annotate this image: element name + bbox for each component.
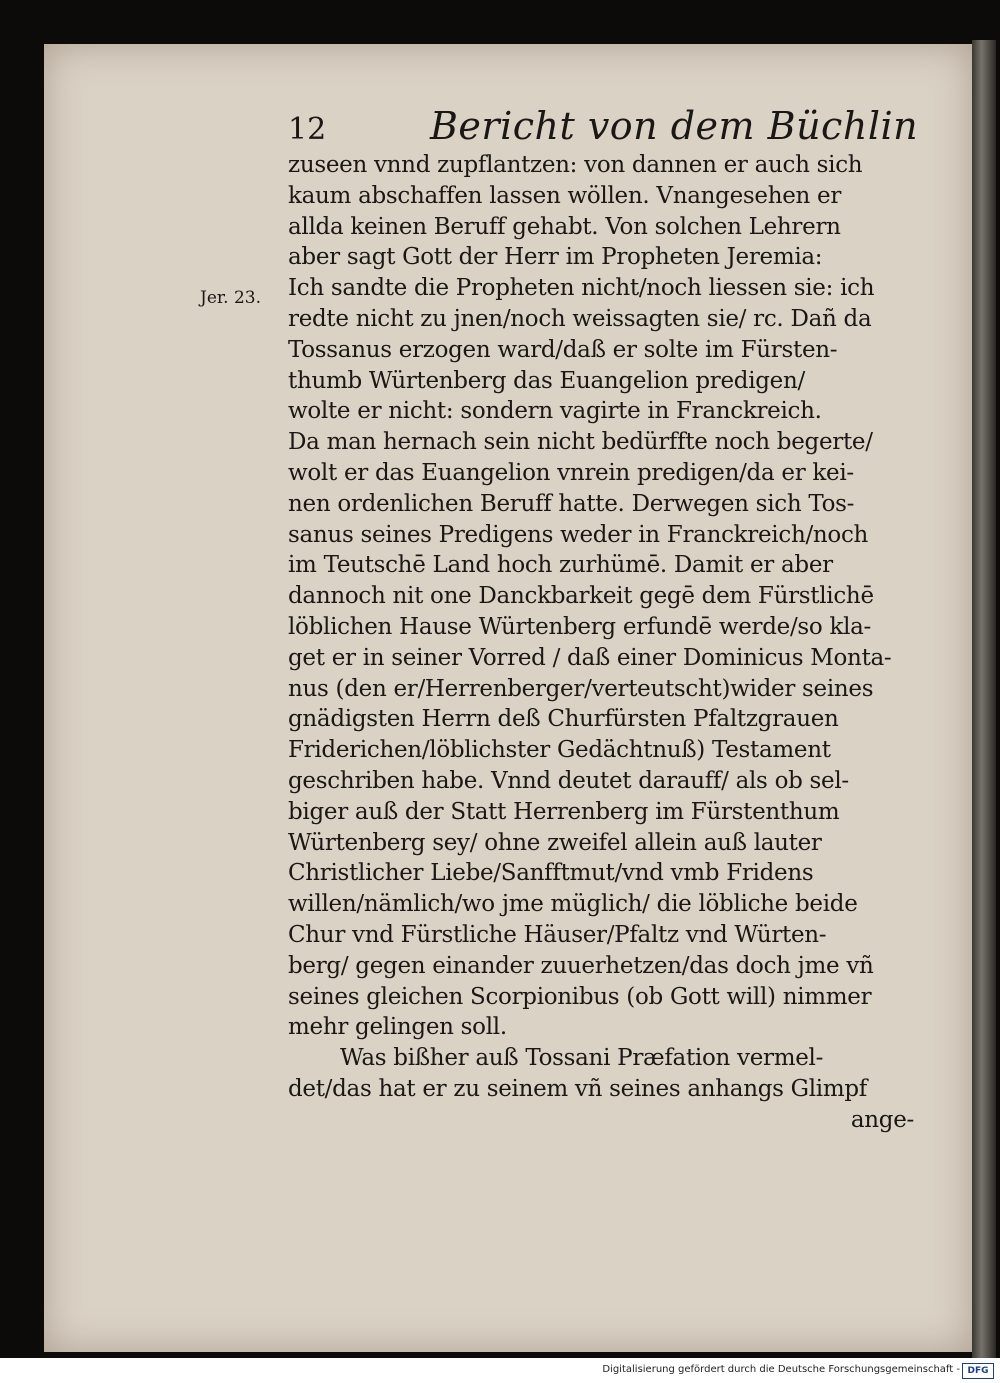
- text-line: löblichen Hause Würtenberg erfundē werde/so kla-: [288, 613, 872, 640]
- text-line: geschriben habe. Vnnd deutet darauff/ als ob sel-: [288, 767, 849, 794]
- footer-credit: Digitalisierung gefördert durch die Deutsche Forschungsgemeinschaft -: [602, 1364, 960, 1375]
- text-line: nus (den er/Herrenberger/verteutscht)wider seines: [288, 675, 874, 702]
- text-line: Ich sandte die Propheten nicht/noch liessen sie: ich: [288, 275, 875, 302]
- text-line: gnädigsten Herrn deß Churfürsten Pfaltzgrauen: [288, 706, 839, 733]
- text-line: berg/ gegen einander zuuerhetzen/das doch jme vñ: [288, 952, 874, 979]
- text-line: allda keinen Beruff gehabt. Von solchen Lehrern: [288, 213, 841, 240]
- text-line: aber sagt Gott der Herr im Propheten Jeremia:: [288, 244, 823, 271]
- text-block: [288, 150, 914, 1136]
- text-line: wolte er nicht: sondern vagirte in Franckreich.: [288, 398, 822, 425]
- text-line: kaum abschaffen lassen wöllen. Vnangesehen er: [288, 182, 842, 209]
- dfg-logo-icon: DFG: [962, 1363, 994, 1379]
- page-edge: [972, 40, 996, 1358]
- text-line: mehr gelingen soll.: [288, 1014, 507, 1041]
- footer-bar: [0, 1358, 1000, 1383]
- text-line: biger auß der Statt Herrenberg im Fürstenthum: [288, 798, 840, 825]
- text-line: willen/nämlich/wo jme müglich/ die löbliche beide: [288, 891, 858, 918]
- text-line: thumb Würtenberg das Euangelion predigen/: [288, 367, 805, 394]
- text-line: redte nicht zu jnen/noch weissagten sie/ rc. Dañ da: [288, 305, 872, 332]
- page-number: 12: [288, 112, 327, 147]
- text-line: Was bißher auß Tossani Præfation vermel-: [340, 1045, 824, 1072]
- text-line: Da man hernach sein nicht bedürffte noch begerte/: [288, 429, 873, 456]
- text-line: im Teutschē Land hoch zurhümē. Damit er aber: [288, 552, 833, 579]
- text-line: seines gleichen Scorpionibus (ob Gott will) nimmer: [288, 983, 872, 1010]
- text-line: get er in seiner Vorred / daß einer Dominicus Monta-: [288, 644, 892, 671]
- text-line: Friderichen/löblichster Gedächtnuß) Testament: [288, 737, 831, 764]
- text-line: nen ordenlichen Beruff hatte. Derwegen sich Tos-: [288, 490, 855, 517]
- text-line: Tossanus erzogen ward/daß er solte im Fürsten-: [288, 336, 838, 363]
- text-line: Chur vnd Fürstliche Häuser/Pfaltz vnd Würten-: [288, 921, 827, 948]
- text-line: sanus seines Predigens weder in Franckreich/noch: [288, 521, 869, 548]
- running-head: Bericht von dem Büchlin: [430, 104, 919, 148]
- text-line: Würtenberg sey/ ohne zweifel allein auß lauter: [288, 829, 822, 856]
- text-line: det/das hat er zu seinem vñ seines anhangs Glimpf: [288, 1075, 867, 1102]
- catchword: ange-: [850, 1106, 914, 1133]
- text-line: zuseen vnnd zupflantzen: von dannen er auch sich: [288, 152, 863, 178]
- text-line: wolt er das Euangelion vnrein predigen/da er kei-: [288, 459, 854, 486]
- margin-note: Jer. 23.: [200, 288, 261, 308]
- text-line: Christlicher Liebe/Sanfftmut/vnd vmb Fridens: [288, 860, 814, 887]
- text-line: dannoch nit one Danckbarkeit gegē dem Fürstlichē: [288, 583, 874, 610]
